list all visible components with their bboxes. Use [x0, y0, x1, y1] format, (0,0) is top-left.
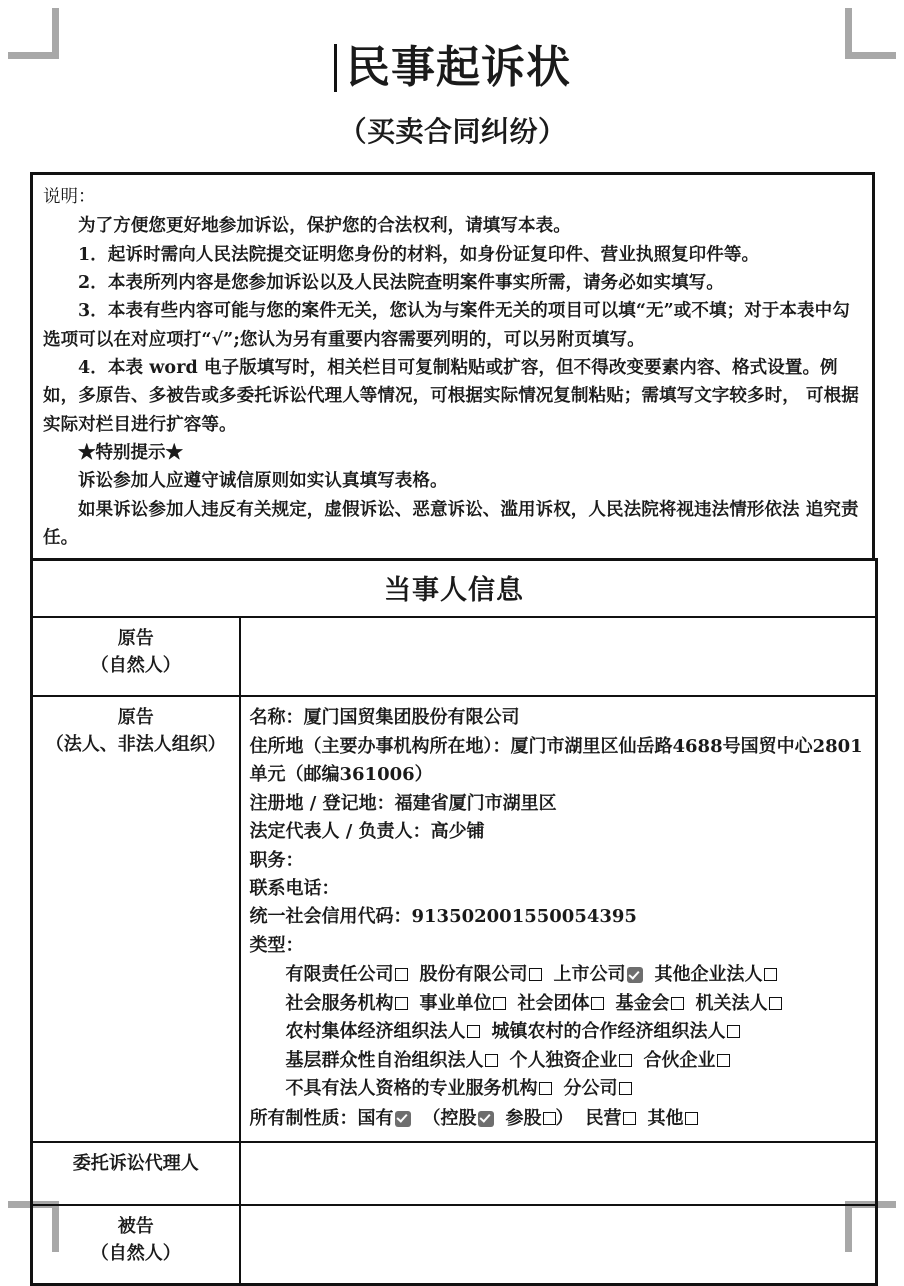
- checkbox-item-合伙企业[interactable]: [644, 1050, 730, 1071]
- label-line: （自然人）: [90, 1242, 181, 1264]
- ownership-nature-label: 所有制性质：: [249, 1107, 358, 1129]
- label-line: （自然人）: [90, 655, 181, 677]
- checkbox-label: 不具有法人资格的专业服务机构: [285, 1078, 538, 1100]
- table-row: [32, 1205, 877, 1285]
- checkbox-item-农村集体经济组织法人[interactable]: [286, 1021, 480, 1042]
- checkbox-label: 上市公司: [553, 964, 626, 986]
- checkbox-label: 股份有限公司: [419, 964, 528, 986]
- section-header-party-information: 当事人信息: [32, 560, 877, 618]
- checkbox-empty-icon[interactable]: [769, 997, 782, 1010]
- field-contact-phone: 联系电话：: [249, 878, 340, 899]
- label-line: 原告: [117, 628, 154, 650]
- label-line: 原告: [117, 707, 154, 729]
- row-label-defendant-natural-person: [32, 1205, 240, 1285]
- row-label-plaintiff-legal-entity: [32, 696, 240, 1142]
- checkbox-item-分公司[interactable]: [564, 1078, 632, 1099]
- row-label-entrusted-litigation-agent: [32, 1142, 240, 1205]
- checkbox-empty-icon[interactable]: [685, 1112, 698, 1125]
- checkbox-label: 分公司: [563, 1078, 618, 1100]
- checkbox-label: 其他: [647, 1107, 684, 1129]
- field-entity-type-label: 类型：: [249, 934, 304, 956]
- row-label-plaintiff-natural-person: [32, 617, 240, 696]
- row-value-plaintiff-natural-person[interactable]: [240, 617, 877, 696]
- checkbox-checked-icon[interactable]: [627, 967, 643, 983]
- notice-paragraph-2: 1．起诉时需向人民法院提交证明您身份的材料，如身份证复印件、营业执照复印件等。: [78, 244, 760, 265]
- checkbox-empty-icon[interactable]: [485, 1054, 498, 1067]
- label-line: 委托诉讼代理人: [72, 1152, 199, 1174]
- notice-paragraph-4: 3．本表有些内容可能与您的案件无关，您认为与案件无关的项目可以填“无”或不填；对于本表中勾选项可以在对应项打“√”;您认为另有重要内容需要列明的，可以另附页填写。: [43, 301, 850, 350]
- checkbox-empty-icon[interactable]: [764, 968, 777, 981]
- checkbox-label: 国有: [357, 1107, 394, 1129]
- label-line: （法人、非法人组织）: [45, 734, 226, 756]
- checkbox-item-有限责任公司[interactable]: [286, 964, 408, 985]
- checkbox-item-机关法人[interactable]: [696, 993, 782, 1014]
- checkbox-suffix: ）: [555, 1107, 574, 1129]
- checkbox-label: 个人独资企业: [509, 1049, 618, 1071]
- checkbox-item-其他企业法人[interactable]: [655, 964, 777, 985]
- notice-paragraph-3: 2．本表所列内容是您参加诉讼以及人民法院查明案件事实所需，请务必如实填写。: [78, 272, 724, 293]
- checkbox-label: 基层群众性自治组织法人: [285, 1049, 484, 1071]
- checkbox-label: 民营: [585, 1107, 622, 1129]
- checkbox-label: 控股: [440, 1107, 477, 1129]
- checkbox-label: 机关法人: [695, 992, 768, 1014]
- checkbox-label: 事业单位: [419, 992, 492, 1014]
- page-title: [334, 42, 571, 94]
- checkbox-label: 有限责任公司: [285, 964, 394, 986]
- field-entity-name: 名称：厦门国贸集团股份有限公司: [249, 707, 520, 729]
- page-title-text: 民事起诉状: [346, 42, 571, 93]
- checkbox-label: 社会服务机构: [285, 992, 394, 1014]
- row-value-defendant-natural-person[interactable]: [240, 1205, 877, 1285]
- checkbox-empty-icon[interactable]: [467, 1025, 480, 1038]
- table-row: [32, 617, 877, 696]
- checkbox-empty-icon[interactable]: [395, 997, 408, 1010]
- notice-label: 说明：: [43, 186, 96, 207]
- row-value-plaintiff-legal-entity[interactable]: [240, 696, 877, 1142]
- page-subtitle: （买卖合同纠纷）: [338, 114, 567, 148]
- entity-type-row-4: [250, 1047, 868, 1075]
- title-block: [30, 42, 875, 94]
- checkbox-empty-icon[interactable]: [493, 997, 506, 1010]
- checkbox-item-其他[interactable]: [648, 1108, 698, 1129]
- entity-type-row-2: [250, 990, 868, 1018]
- entity-type-row-3: [250, 1018, 868, 1046]
- checkbox-empty-icon[interactable]: [543, 1112, 556, 1125]
- checkbox-item-社会团体[interactable]: [518, 993, 604, 1014]
- checkbox-item-个人独资企业[interactable]: [510, 1050, 632, 1071]
- checkbox-empty-icon[interactable]: [717, 1054, 730, 1067]
- checkbox-empty-icon[interactable]: [529, 968, 542, 981]
- checkbox-item-城镇农村的合作经济组织法人[interactable]: [492, 1021, 740, 1042]
- checkbox-empty-icon[interactable]: [671, 997, 684, 1010]
- checkbox-empty-icon[interactable]: [727, 1025, 740, 1038]
- special-tip-1: 诉讼参加人应遵守诚信原则如实认真填写表格。: [78, 471, 448, 492]
- checkbox-label: 城镇农村的合作经济组织法人: [491, 1021, 726, 1043]
- checkbox-item-基金会[interactable]: [616, 993, 684, 1014]
- entity-type-checkbox-group[interactable]: [250, 961, 868, 1103]
- checkbox-prefix: （: [422, 1107, 441, 1129]
- checkbox-label: 参股: [505, 1107, 542, 1129]
- field-registration-place: 注册地 / 登记地：福建省厦门市湖里区: [249, 792, 557, 814]
- notice-paragraph-1: 为了方便您更好地参加诉讼，保护您的合法权利，请填写本表。: [78, 216, 571, 237]
- checkbox-empty-icon[interactable]: [619, 1054, 632, 1067]
- checkbox-empty-icon[interactable]: [619, 1082, 632, 1095]
- checkbox-checked-icon[interactable]: [395, 1111, 411, 1127]
- field-unified-social-credit-code: 统一社会信用代码：913502001550054395: [249, 906, 637, 928]
- checkbox-item-控股[interactable]: [423, 1108, 494, 1129]
- row-value-entrusted-litigation-agent[interactable]: [240, 1142, 877, 1205]
- party-information-table: [30, 558, 878, 1286]
- special-tip-2: 如果诉讼参加人违反有关规定，虚假诉讼、恶意诉讼、滥用诉权，人民法院将视违法情形依法 追究责任。: [43, 499, 859, 549]
- checkbox-item-社会服务机构[interactable]: [286, 993, 408, 1014]
- field-address: 住所地（主要办事机构所在地）：厦门市湖里区仙岳路4688号国贸中心2801单元（邮编361006）: [249, 735, 863, 786]
- checkbox-item-民营[interactable]: [586, 1108, 636, 1129]
- document-page: [30, 0, 875, 1264]
- checkbox-label: 其他企业法人: [654, 964, 763, 986]
- checkbox-empty-icon[interactable]: [623, 1112, 636, 1125]
- checkbox-empty-icon[interactable]: [395, 968, 408, 981]
- table-row: [32, 696, 877, 1142]
- table-row-section-header: [32, 560, 877, 618]
- checkbox-item-基层群众性自治组织法人[interactable]: [286, 1050, 498, 1071]
- special-tip-header: ★特别提示★: [78, 443, 183, 463]
- checkbox-label: 社会团体: [517, 992, 590, 1014]
- checkbox-item-不具有法人资格的专业服务机构[interactable]: [286, 1078, 552, 1099]
- checkbox-label: 合伙企业: [643, 1049, 716, 1071]
- notice-box: [30, 172, 875, 558]
- checkbox-empty-icon[interactable]: [539, 1082, 552, 1095]
- checkbox-item-上市公司[interactable]: [554, 964, 643, 985]
- checkbox-item-股份有限公司[interactable]: [420, 964, 542, 985]
- checkbox-empty-icon[interactable]: [591, 997, 604, 1010]
- label-line: 被告: [117, 1215, 154, 1237]
- text-cursor-caret: [334, 44, 337, 92]
- table-row: [32, 1142, 877, 1205]
- field-position: 职务：: [249, 849, 304, 871]
- checkbox-checked-icon[interactable]: [478, 1111, 494, 1127]
- entity-type-row-1: [250, 961, 868, 989]
- notice-paragraph-5: 4．本表 word 电子版填写时，相关栏目可复制粘贴或扩容，但不得改变要素内容、格式设置。例如，多原告、多被告或多委托诉讼代理人等情况，可根据实际情况复制粘贴；需填写文字较多时， 可根据实际对栏目进行扩容等。: [43, 357, 859, 435]
- field-legal-representative: 法定代表人 / 负责人：高少铺: [249, 821, 485, 843]
- checkbox-item-事业单位[interactable]: [420, 993, 506, 1014]
- checkbox-item-国有[interactable]: [358, 1108, 411, 1129]
- entity-type-row-5: [250, 1075, 868, 1103]
- checkbox-item-参股[interactable]: [506, 1108, 574, 1129]
- checkbox-label: 农村集体经济组织法人: [285, 1021, 466, 1043]
- checkbox-label: 基金会: [615, 992, 670, 1014]
- ownership-nature-row[interactable]: [250, 1105, 868, 1133]
